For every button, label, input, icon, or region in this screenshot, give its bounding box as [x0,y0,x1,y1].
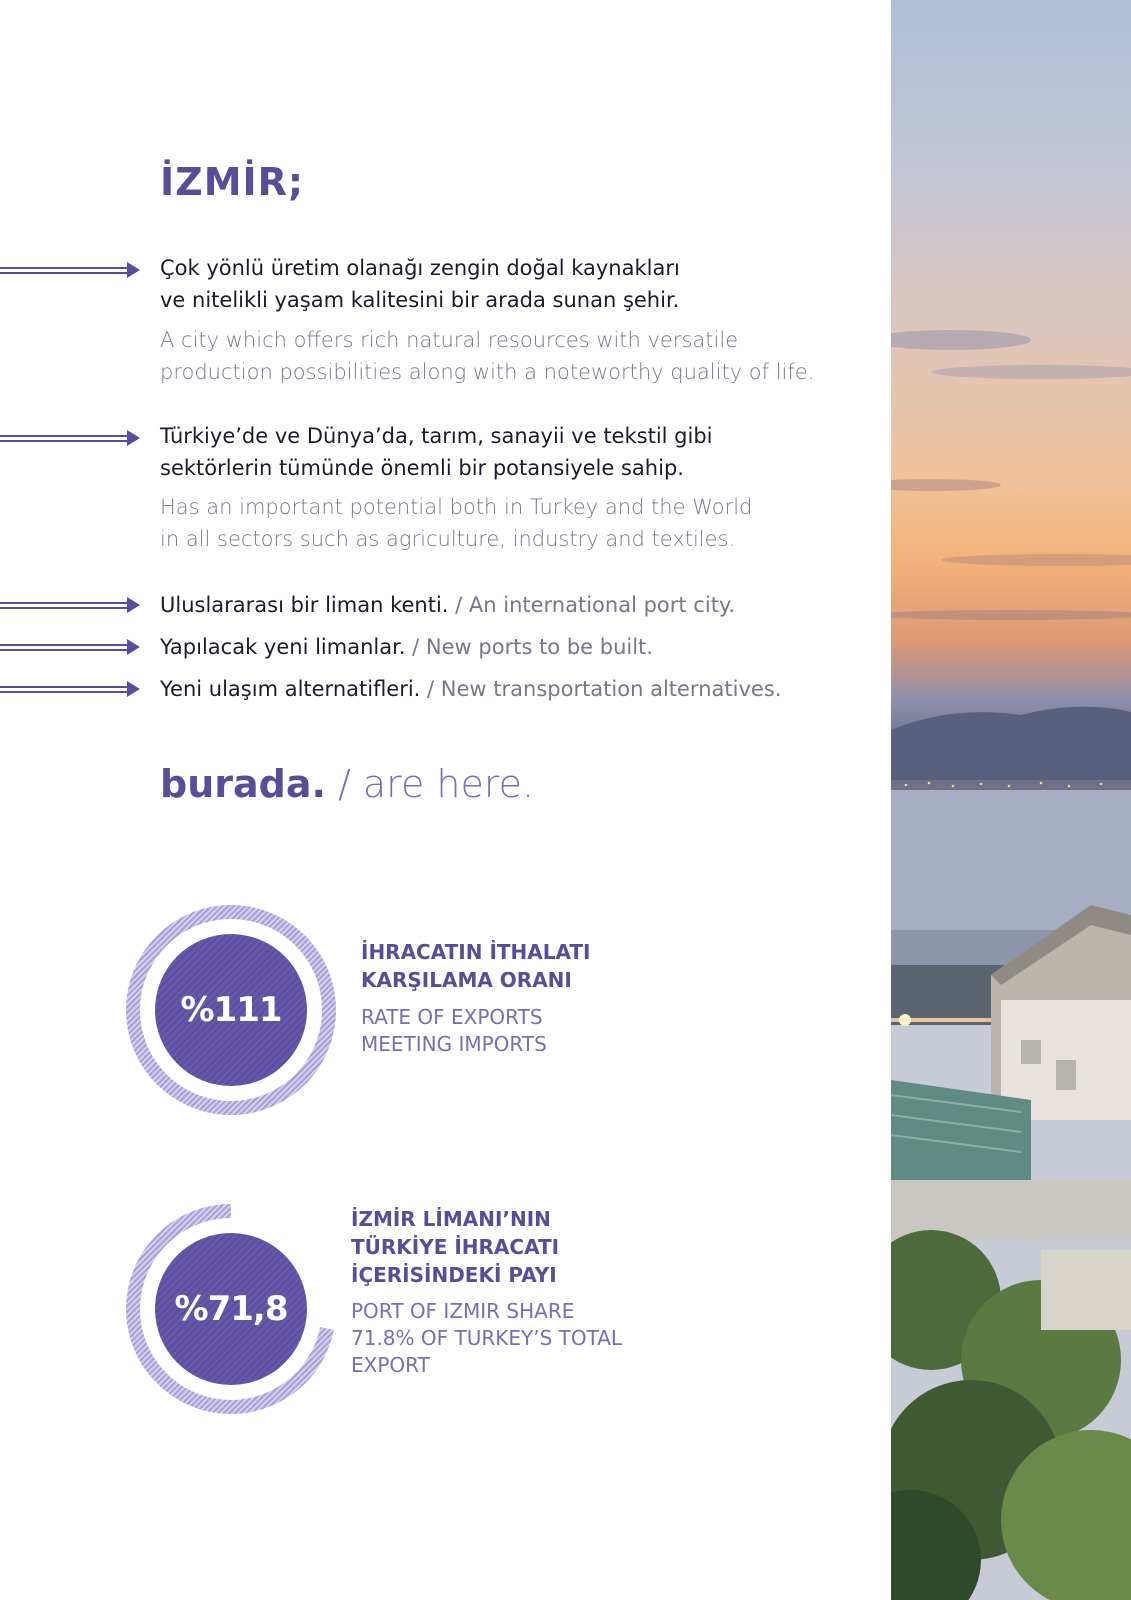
separator: / [448,593,469,617]
short-item [160,632,653,662]
tagline-english: are here. [362,762,535,806]
separator: / [420,677,441,701]
stat-2-core-wrap [155,1233,307,1385]
arrow-bullet-icon [0,597,140,613]
separator: / [405,635,426,659]
item-2-english: Has an important potential both in Turkey and the World in all sectors such as agriculture, industry and textiles. [160,495,753,551]
short-item-english: An international port city. [468,593,736,617]
item-1-english: A city which offers rich natural resources with versatile production possibilities along with a noteworthy quality of life. [160,328,815,384]
short-item-turkish: Uluslararası bir liman kenti. [160,593,449,617]
city-photo-illustration [891,0,1131,1600]
short-item-english: New ports to be built. [425,635,653,659]
tagline [160,762,534,806]
stat-2-value: %71,8 [155,1233,307,1385]
stat-1-title: İHRACATIN İTHALATI KARŞILAMA ORANI [361,940,591,992]
stat-1-subtitle: RATE OF EXPORTS MEETING IMPORTS [361,1005,547,1056]
short-item-turkish: Yeni ulaşım alternatifleri. [160,677,421,701]
arrow-bullet-icon [0,430,140,446]
stat-1-ring [126,905,336,1115]
short-item-turkish: Yapılacak yeni limanlar. [160,635,406,659]
arrow-bullet-icon [0,681,140,697]
item-1-turkish: Çok yönlü üretim olanağı zengin doğal kaynakları ve nitelikli yaşam kalitesini bir arada sunan şehir. [160,256,680,312]
short-item [160,674,781,704]
stat-1-value: %111 [155,934,307,1086]
item-2-turkish: Türkiye’de ve Dünya’da, tarım, sanayii ve tekstil gibi sektörlerin tümünde önemli bir potansiyele sahip. [160,424,713,480]
tagline-turkish: burada. [160,762,326,806]
stat-2-title: İZMİR LİMANI’NIN TÜRKİYE İHRACATI İÇERİSİNDEKİ PAYI [351,1207,560,1287]
page-title: İZMİR; [160,160,305,204]
short-item [160,590,735,620]
short-item-english: New transportation alternatives. [440,677,782,701]
izmir-city-photo [891,0,1131,1600]
tagline-separator: / [325,762,363,806]
stat-2-subtitle: PORT OF IZMIR SHARE 71.8% OF TURKEY’S TOTAL EXPORT [351,1299,623,1377]
arrow-bullet-icon [0,639,140,655]
arrow-bullet-icon [0,262,140,278]
